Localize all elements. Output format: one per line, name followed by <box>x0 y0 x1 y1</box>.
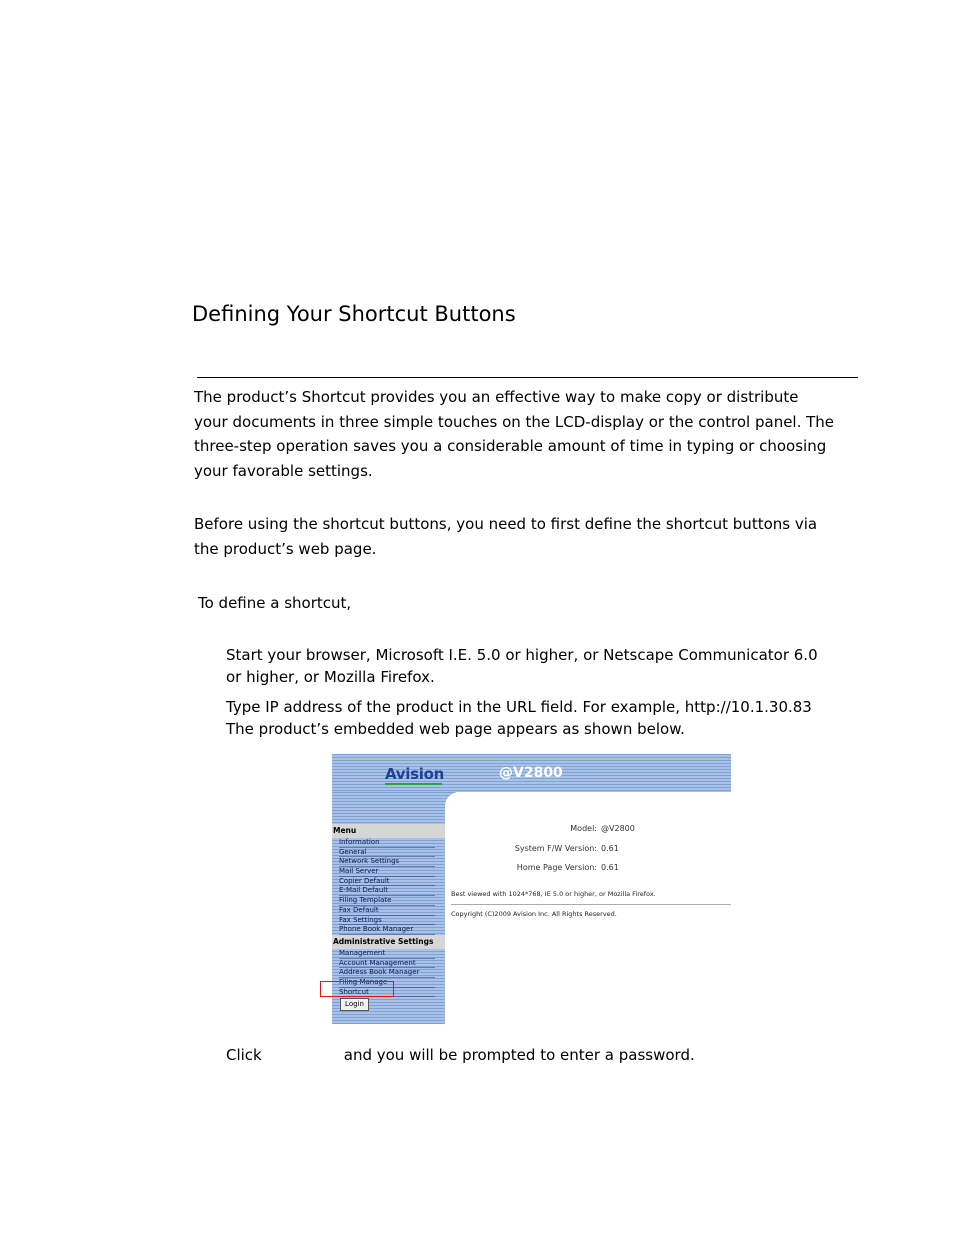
click-word: Click <box>226 1046 262 1064</box>
text-line: three-step operation saves you a considerable amount of time in typing or choosing <box>194 437 827 455</box>
menu-item-filing-template[interactable]: Filing Template <box>339 896 435 906</box>
procedure-intro: To define a shortcut, <box>198 594 352 612</box>
step-text: and you will be prompted to enter a password. <box>343 1046 695 1064</box>
text-line: your favorable settings. <box>194 461 373 480</box>
step-start-browser <box>226 644 818 688</box>
menu-item-information[interactable]: Information <box>339 838 435 848</box>
avision-logo: Avision <box>385 765 444 783</box>
section-heading: Defining Your Shortcut Buttons <box>192 302 516 326</box>
prerequisite-paragraph <box>194 512 817 561</box>
menu-item-mail-server[interactable]: Mail Server <box>339 867 435 877</box>
text-line: your documents in three simple touches on the LCD-display or the control panel. The <box>194 412 835 431</box>
menu-item-management[interactable]: Management <box>339 949 435 959</box>
step-click-shortcut <box>226 1044 695 1066</box>
text-line: Before using the shortcut buttons, you need to first define the shortcut buttons via <box>194 515 818 533</box>
text-line: The product’s embedded web page appears as shown below. <box>226 720 685 738</box>
model-title: @V2800 <box>499 765 563 781</box>
home-page-version-value: 0.61 <box>601 863 619 872</box>
heading-divider <box>197 377 858 378</box>
logo-underline <box>385 783 442 785</box>
copyright-text: Copyright (C)2009 Avision Inc. All Rights Reserved. <box>451 910 617 918</box>
shortcut-highlight-box <box>320 981 394 997</box>
model-label: Model: <box>570 824 597 833</box>
admin-settings-header: Administrative Settings <box>332 935 445 949</box>
intro-paragraph <box>194 385 834 483</box>
menu-item-fax-settings[interactable]: Fax Settings <box>339 916 435 926</box>
menu-item-account-management[interactable]: Account Management <box>339 959 435 969</box>
firmware-version-label: System F/W Version: <box>514 844 597 853</box>
menu-item-address-book-manager[interactable]: Address Book Manager <box>339 968 435 978</box>
footer-divider <box>451 904 731 905</box>
text-line: or higher, or Mozilla Firefox. <box>226 668 435 686</box>
menu-list <box>339 838 435 935</box>
text-line: The product’s Shortcut provides you an effective way to make copy or distribute <box>194 388 799 406</box>
menu-item-email-default[interactable]: E-Mail Default <box>339 886 435 896</box>
menu-item-general[interactable]: General <box>339 848 435 858</box>
text-line: Start your browser, Microsoft I.E. 5.0 or higher, or Netscape Communicator 6.0 <box>226 646 818 664</box>
model-value: @V2800 <box>601 824 635 833</box>
menu-item-shortcut[interactable]: Shortcut <box>339 988 435 998</box>
menu-item-filing-manage[interactable]: Filing Manage <box>339 978 435 988</box>
menu-header: Menu <box>332 824 445 838</box>
best-viewed-note: Best viewed with 1024*768, IE 5.0 or higher, or Mozilla Firefox. <box>451 890 656 898</box>
step-enter-ip <box>226 696 812 740</box>
menu-item-network-settings[interactable]: Network Settings <box>339 857 435 867</box>
menu-item-copier-default[interactable]: Copier Default <box>339 877 435 887</box>
login-button[interactable]: Login <box>340 998 369 1011</box>
home-page-version-label: Home Page Version: <box>516 863 597 872</box>
text-line: the product’s web page. <box>194 539 377 558</box>
text-line: Type IP address of the product in the URL field. For example, http://10.1.30.83 <box>226 698 812 716</box>
menu-item-phone-book-manager[interactable]: Phone Book Manager <box>339 925 435 935</box>
firmware-version-value: 0.61 <box>601 844 619 853</box>
content-top <box>456 792 731 806</box>
menu-item-fax-default[interactable]: Fax Default <box>339 906 435 916</box>
